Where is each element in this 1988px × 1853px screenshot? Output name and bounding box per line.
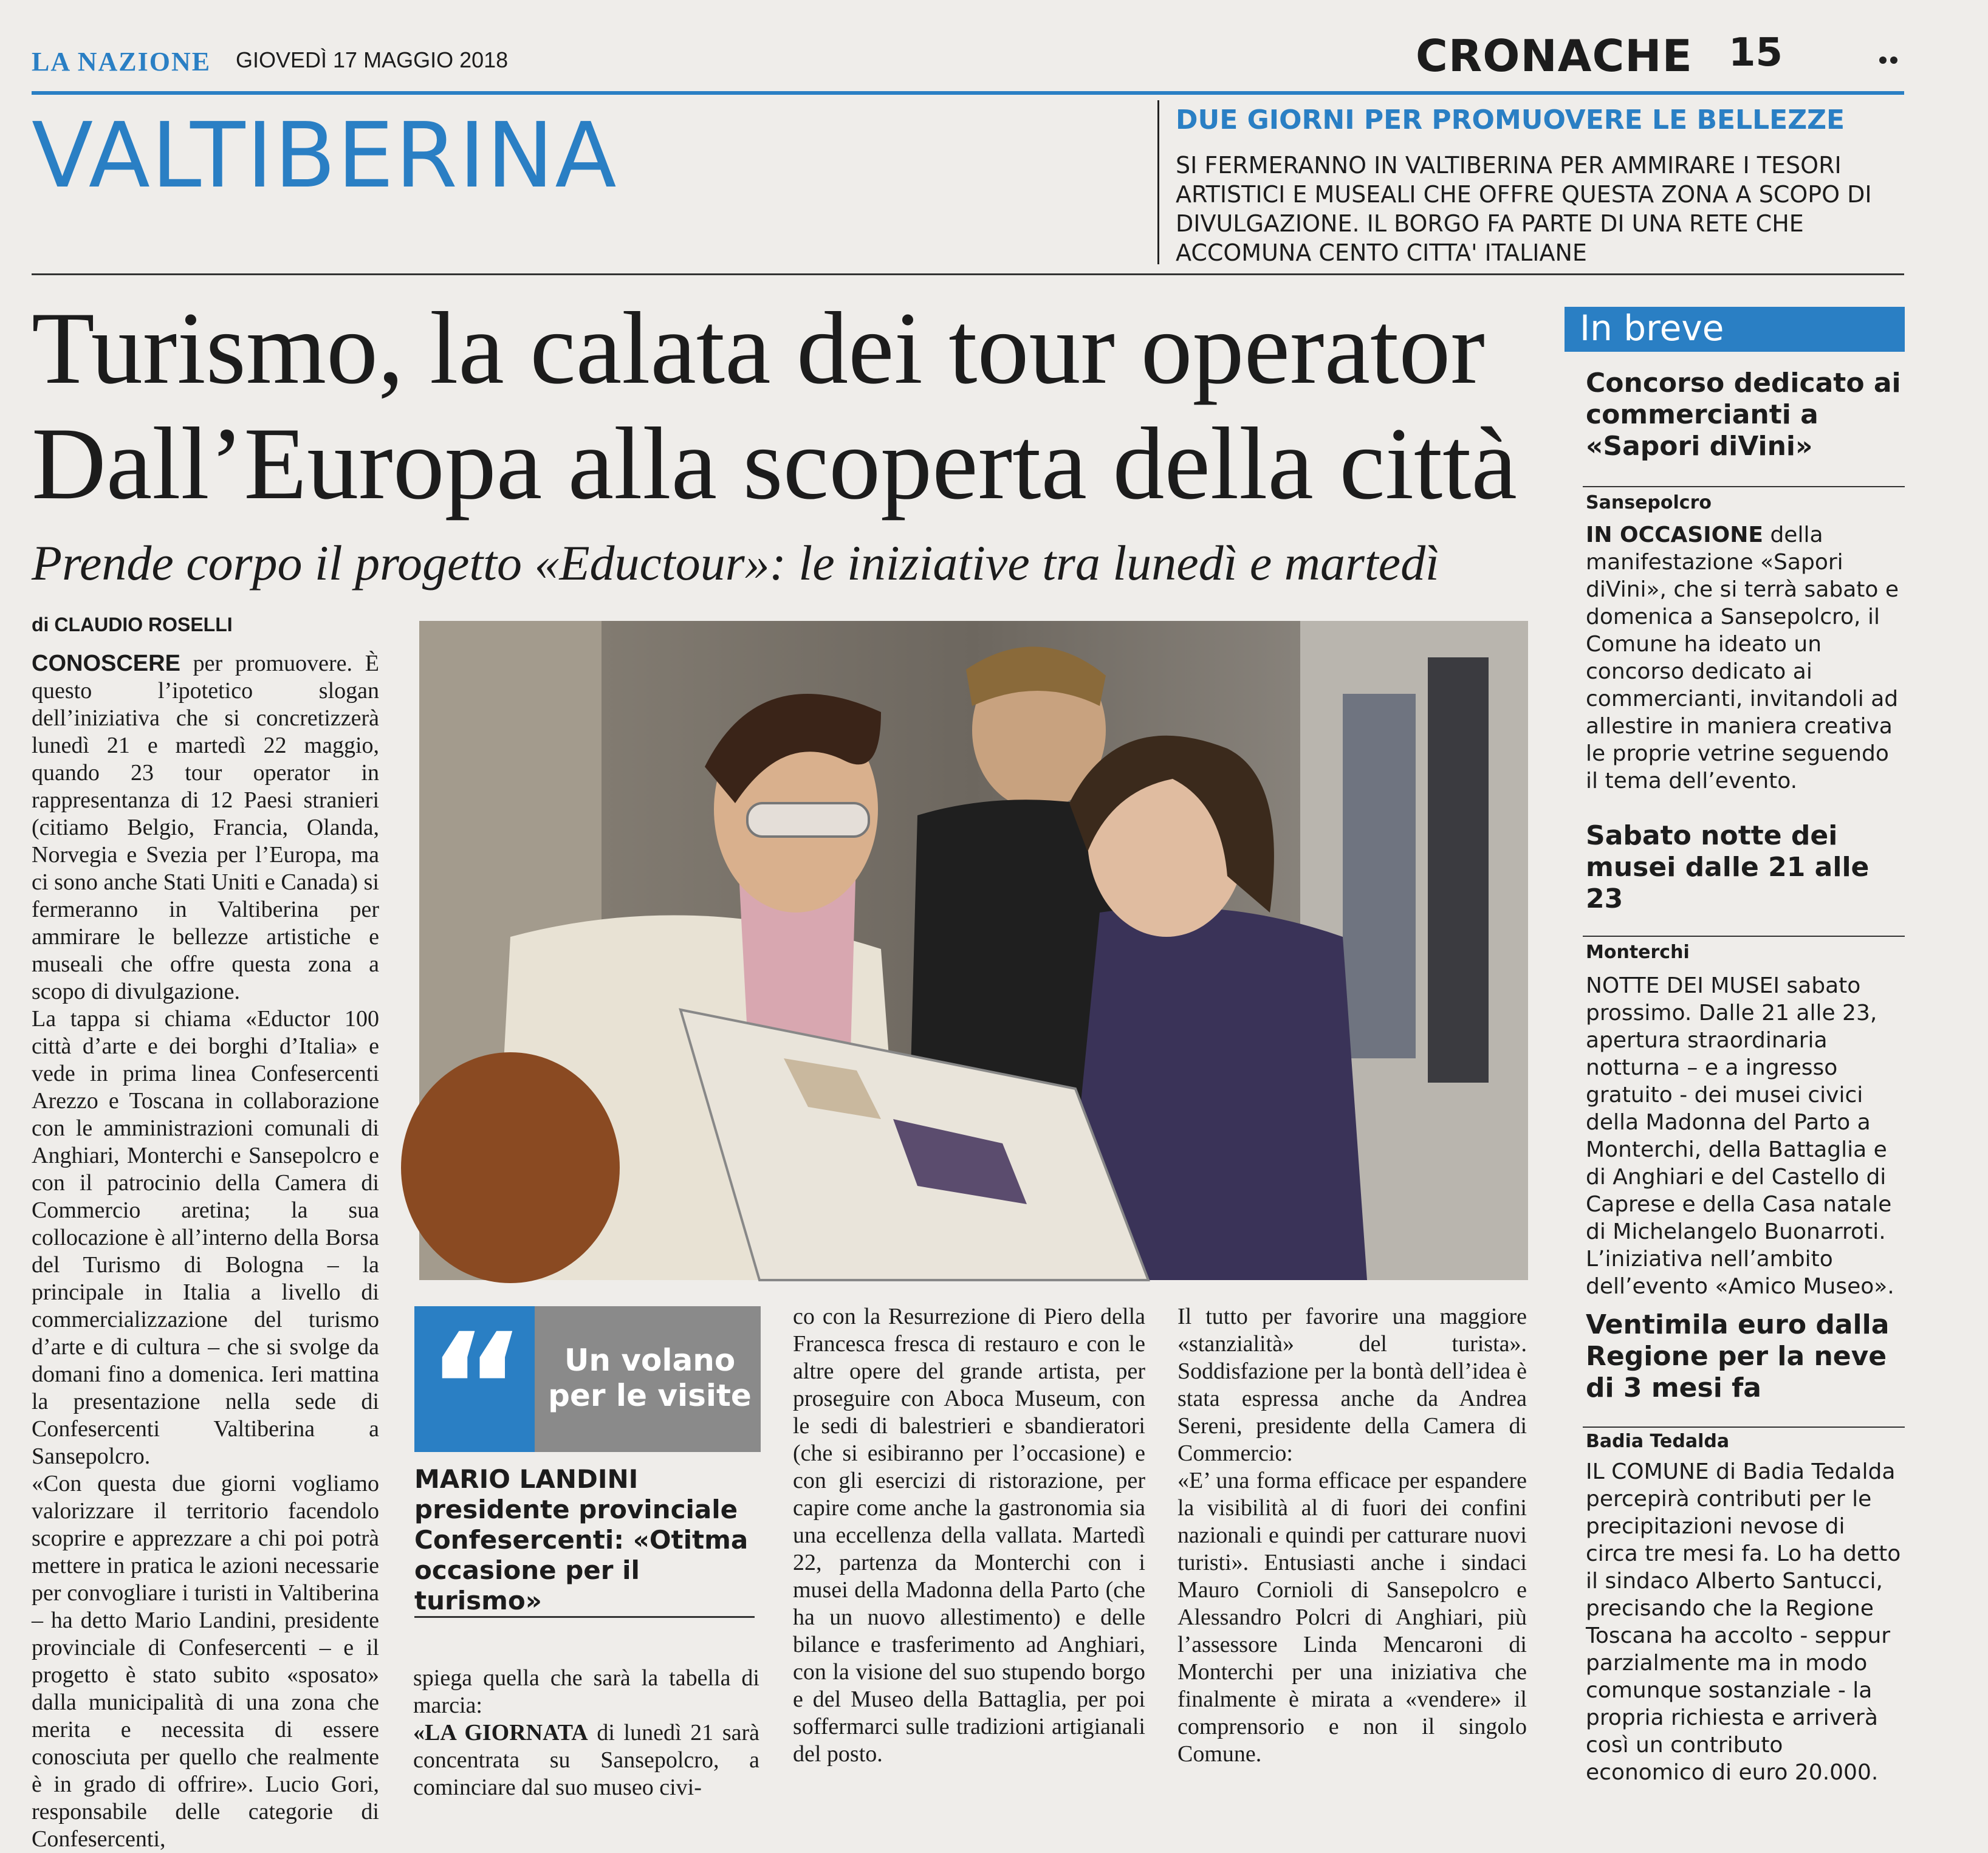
brief-headline-2: Sabato notte dei musei dalle 21 alle 23 (1586, 820, 1870, 914)
brief-body: di Badia Tedalda percepirà contributi per le precipitazioni nevose di circa tre mesi fa. Lo ha detto il sindaco Alberto Santucci, precisando che la Regione Toscana ha accolto - seppur parzialmente ma in modo comunque sostanziale - la propria richiesta e arriverà così un contributo economico di euro 20.000. (1586, 1459, 1901, 1785)
lead-word: IL COMUNE (1586, 1459, 1709, 1484)
quote-attribution (414, 1464, 767, 1616)
location-title: VALTIBERINA (32, 103, 618, 208)
paragraph: «E’ una forma efficace per espandere la visibilità al di fuori dei confini nazionali e quindi per catturare nuovi turisti». Entusiasti anche i sindaci Mauro Cornioli di Sansepolcro e Alessandro Polcri di Anghiari, più l’assessore Linda Mencaroni di Monterchi per una iniziativa che finalmente è mirata a «vendere» il comprensorio e non il singolo Comune. (1177, 1468, 1527, 1767)
brief-rule (1583, 1427, 1905, 1428)
brief-place-2: Monterchi (1586, 942, 1690, 963)
lead-word: IN OCCASIONE (1586, 522, 1764, 547)
ornament-dots-icon (1879, 56, 1904, 64)
headline-line-1: Turismo, la calata dei tour operator (32, 291, 1485, 405)
paragraph (32, 650, 379, 1005)
lead-word: CONOSCERE (32, 651, 180, 676)
brief-text-2 (1586, 972, 1902, 1300)
paragraph: spiega quella che sarà la tabella di marcia: (413, 1665, 759, 1718)
photo-tourists-reading-map (419, 621, 1528, 1280)
byline: di CLAUDIO ROSELLI (32, 614, 233, 635)
paragraph: «Con questa due giorni vogliamo valorizzare il territorio facendolo scoprire e apprezzare a chi poi potrà mettere in pratica le azioni necessarie per convogliare i turisti in Valtiberina – ha detto Mario Landini, presidente provinciale di Confesercenti – e il progetto è stato subito «sposato» dalla municipalità di una zona che merita e necessita di essere conosciuta per quello che realmente è in grado di offrire». Lucio Gori, responsabile delle categorie di Confesercenti, (32, 1471, 379, 1852)
headline-line-2: Dall’Europa alla scoperta della città (32, 406, 1517, 521)
kicker-text: SI FERMERANNO IN VALTIBERINA PER AMMIRARE I TESORI ARTISTICI E MUSEALI CHE OFFRE QUESTA ZONA A SCOPO DI DIVULGAZIONE. IL BORGO FA PARTE DI UNA RETE CHE ACCOMUNA CENTO CITTA' ITALIANE (1176, 152, 1872, 266)
brief-headline-1: Concorso dedicato ai commercianti a «Sapori diVini» (1586, 368, 1901, 462)
paragraph (413, 1719, 759, 1801)
quote-mark-icon: “ (427, 1301, 527, 1478)
brief-place-3: Badia Tedalda (1586, 1431, 1730, 1452)
lead-word: «LA GIORNATA (413, 1720, 588, 1745)
brief-text-1 (1586, 521, 1902, 795)
headline-rule (32, 273, 1904, 275)
brief-text-3 (1586, 1458, 1902, 1786)
lead-word: NOTTE DEI MUSEI (1586, 973, 1780, 998)
quote-person-role: presidente provinciale Confesercenti: «Otitma occasione per il turismo» (414, 1495, 749, 1615)
brief-body: della manifestazione «Sapori diVini», che si terrà sabato e domenica a Sansepolcro, il Comune ha ideato un concorso dedicato ai commercianti, invitandoli ad allestire in maniera creativa le proprie vetrine seguendo il tema dell’evento. (1586, 522, 1899, 793)
paragraph-text: di lunedì 21 sarà concentrata su Sansepolcro, a cominciare dal suo museo civi- (413, 1720, 759, 1800)
brief-headline-3: Ventimila euro dalla Regione per la neve di 3 mesi fa (1586, 1309, 1890, 1403)
article-column-4 (1177, 1303, 1527, 1783)
subtitle: Prende corpo il progetto «Eductour»: le iniziative tra lunedì e martedì (32, 535, 1439, 591)
quote-rule (414, 1616, 755, 1618)
brief-rule (1583, 936, 1905, 937)
brief-place-1: Sansepolcro (1586, 492, 1712, 513)
issue-date: GIOVEDÌ 17 MAGGIO 2018 (236, 47, 509, 72)
quote-person-name: MARIO LANDINI (414, 1464, 639, 1494)
article-column-1 (32, 650, 379, 1852)
brief-body: sabato prossimo. Dalle 21 alle 23, apertura straordinaria notturna – e a ingresso gratuito - dei musei civici della Madonna del Parto a Monterchi, della Battaglia e di Anghiari e del Castello di Caprese e della Casa natale di Michelangelo Buonarroti. L’iniziativa nell’ambito dell’evento «Amico Museo». (1586, 973, 1894, 1299)
kicker-divider (1157, 100, 1159, 264)
section-title: CRONACHE (1416, 30, 1693, 81)
sidebar-title: In breve (1580, 307, 1724, 349)
article-column-2 (413, 1665, 759, 1800)
masthead: LA NAZIONE (32, 47, 211, 77)
headline (32, 290, 1551, 521)
header-rule (32, 91, 1904, 95)
brief-rule (1583, 486, 1905, 487)
article-column-3 (793, 1303, 1145, 1783)
article-photo (419, 621, 1528, 1280)
pull-quote-box (414, 1301, 761, 1478)
paragraph: co con la Resurrezione di Piero della Francesca fresca di restauro e con le altre opere del grande artista, per proseguire con Aboca Museum, con le sedi di balestrieri e sbandieratori (che si esibiranno per l’occasione) e con gli esercizi di ristorazione, per capire come anche la gastronomia sia una eccellenza della vallata. Martedì 22, partenza da Monterchi con i musei della Madonna della Parto (che ha un nuovo allestimento) e delle bilance e trasferimento ad Anghiari, con la visione del suo stupendo borgo e del Museo della Battaglia, per poi soffermarci sulle tradizioni artigianali del posto. (793, 1304, 1145, 1767)
page-number: 15 (1729, 30, 1783, 75)
quote-label: Un volano per le visite (548, 1343, 752, 1413)
kicker-title: DUE GIORNI PER PROMUOVERE LE BELLEZZE (1176, 104, 1845, 135)
paragraph-text: per promuovere. È questo l’ipotetico slogan dell’iniziativa che si concretizzerà lunedì 21 e martedì 22 maggio, quando 23 tour operator in rappresentanza di 12 Paesi stranieri (citiamo Belgio, Francia, Olanda, Norvegia e Svezia per l’Europa, ma ci sono anche Stati Uniti e Canada) si fermeranno in Valtiberina per ammirare le bellezze artistiche e museali che offre questa zona a scopo di divulgazione. (32, 651, 379, 1004)
paragraph: La tappa si chiama «Eductor 100 città d’arte e dei borghi d’Italia» e vede in prima linea Confesercenti Arezzo e Toscana in collaborazione con le amministrazioni comunali di Anghiari, Monterchi e Sansepolcro e con il patrocinio della Camera di Commercio aretina; la sua collocazione è all’interno della Borsa del Turismo di Bologna – la principale in Italia a livello di commercializzazione del turismo d’arte e di cultura – che si svolge da domani fino a domenica. Ieri mattina la presentazione nella sede di Confesercenti Valtiberina a Sansepolcro. (32, 1006, 379, 1469)
paragraph: Il tutto per favorire una maggiore «stanzialità» del turista». Soddisfazione per la bontà dell’idea è stata espressa anche da Andrea Sereni, presidente della Camera di Commercio: (1177, 1304, 1527, 1466)
